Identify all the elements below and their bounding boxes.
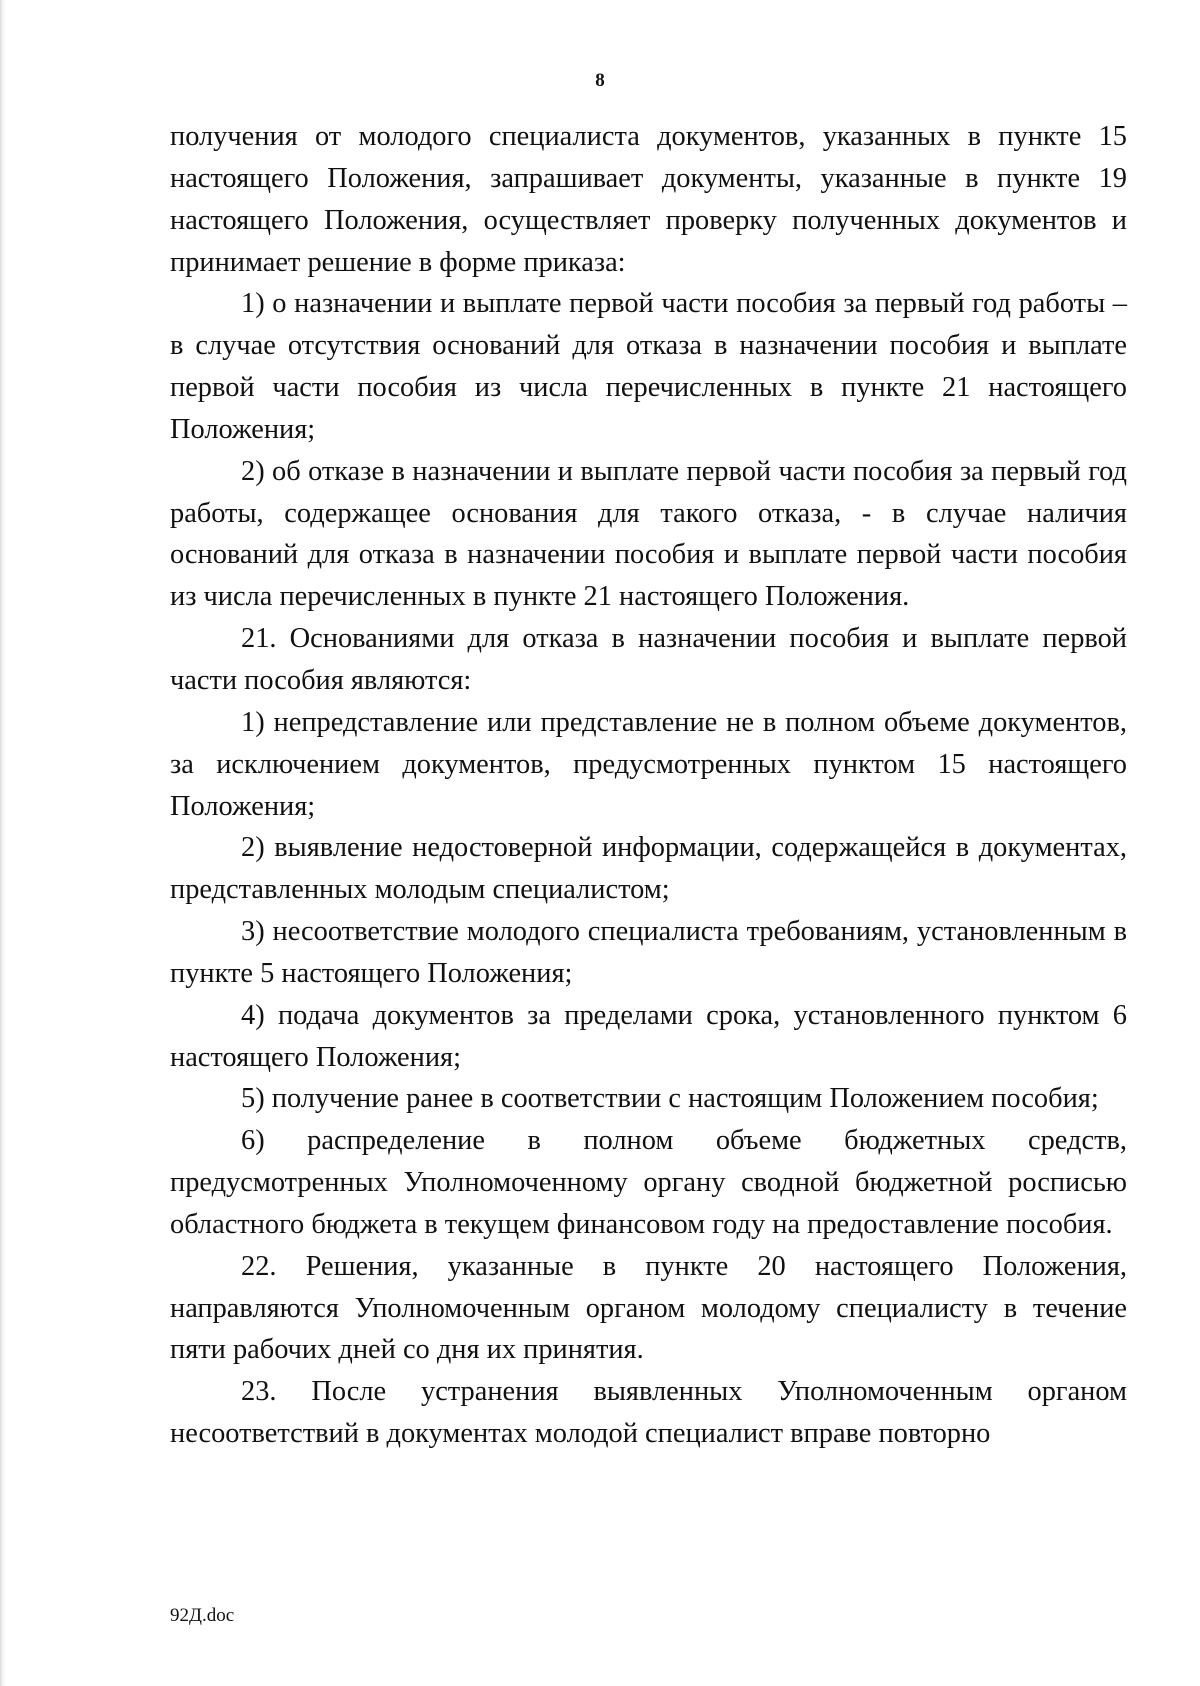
paragraph-ground-5: 5) получение ранее в соответствии с настоящим Положением пособия; [241, 1083, 1099, 1115]
footer-filename: 92Д.doc [170, 1605, 235, 1626]
paragraph-decision-approve: 1) о назначении и выплате первой части пособия за первый год работы – в случае отсутствия оснований для отказа в назначении пособия и выплате первой части пособия из числа перечисленных в пункте 21 настоящего Положения; [170, 288, 1127, 445]
paragraph-22-decisions: 22. Решения, указанные в пункте 20 настоящего Положения, направляются Уполномоченным органом молодому специалисту в течение пяти рабочих дней со дня их принятия. [170, 1250, 1127, 1366]
paragraph-decision-refuse: 2) об отказе в назначении и выплате первой части пособия за первый год работы, содержащее основания для такого отказа, - в случае наличия оснований для отказа в назначении пособия и выплате первой части пособия из числа перечисленных в пункте 21 настоящего Положения. [170, 455, 1127, 613]
paragraph-ground-4: 4) подача документов за пределами срока, установленного пунктом 6 настоящего Положения; [170, 999, 1127, 1073]
paragraph-ground-6: 6) распределение в полном объеме бюджетных средств, предусмотренных Уполномоченному органу сводной бюджетной росписью областного бюджета в текущем финансовом году на предоставление пособия. [170, 1125, 1127, 1240]
scan-edge-shadow [0, 0, 6, 1686]
page-number: 8 [595, 70, 605, 91]
paragraph-21-grounds: 21. Основаниями для отказа в назначении пособия и выплате первой части пособия являются: [170, 623, 1127, 696]
paragraph-23-resubmission: 23. После устранения выявленных Уполномоченным органом несоответствий в документах молодой специалист вправе повторно [170, 1376, 1127, 1450]
document-body [170, 116, 1127, 1455]
paragraph-ground-3: 3) несоответствие молодого специалиста требованиям, установленным в пункте 5 настоящего Положения; [170, 916, 1127, 989]
paragraph-ground-1: 1) непредставление или представление не в полном объеме документов, за исключением документов, предусмотренных пунктом 15 настоящего Положения; [170, 706, 1127, 822]
paragraph-ground-2: 2) выявление недостоверной информации, содержащейся в документах, представленных молодым специалистом; [170, 832, 1127, 906]
paragraph-continuation: получения от молодого специалиста документов, указанных в пункте 15 настоящего Положения, запрашивает документы, указанные в пункте 19 настоящего Положения, осуществляет проверку полученных документов и принимает решение в форме приказа: [170, 121, 1127, 278]
